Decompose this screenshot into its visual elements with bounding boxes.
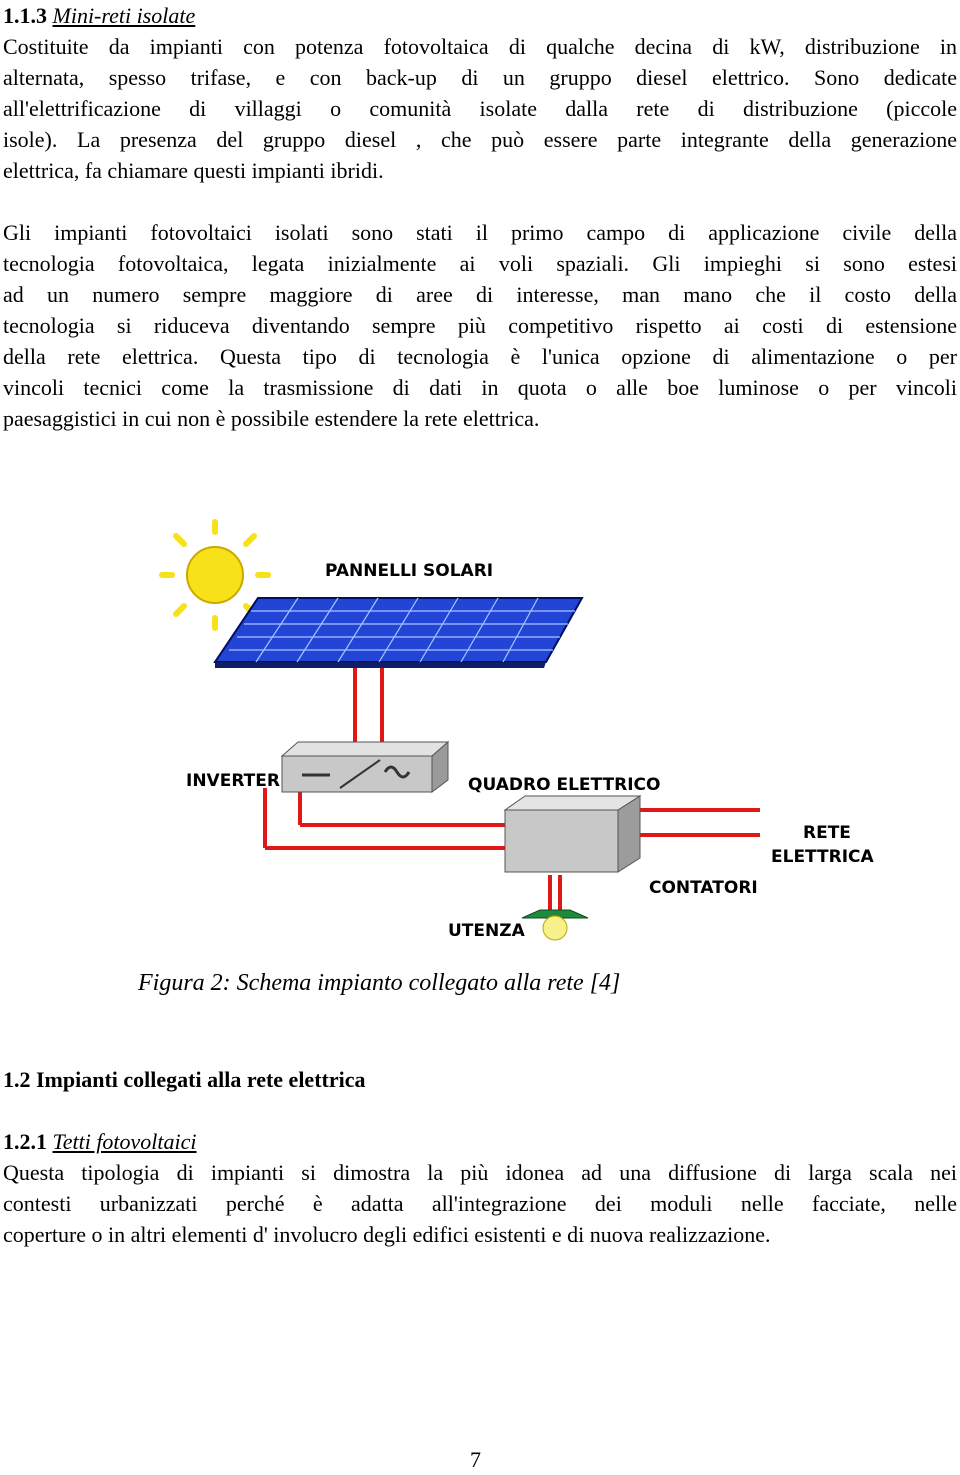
paragraph-line: elettrica, fa chiamare questi impianti ibridi. [3,158,384,183]
paragraph-line: contesti urbanizzati perché è adatta all'integrazione dei moduli nelle facciate, nelle [3,1191,957,1216]
paragraph-line: coperture o in altri elementi d' involucro degli edifici esistenti e di nuova realizzazione. [3,1222,771,1247]
paragraph-line: Questa tipologia di impianti si dimostra la più idonea ad una diffusione di larga scala nei [3,1160,957,1185]
section-title: Mini-reti isolate [52,3,196,28]
solar-panel-array [215,598,582,668]
figure-caption: Figura 2: Schema impianto collegato alla rete [4] [138,970,621,996]
inverter-box [282,742,448,792]
section-title: Tetti fotovoltaici [52,1129,197,1154]
paragraph-line: Gli impianti fotovoltaici isolati sono stati il primo campo di applicazione civile della [3,220,957,245]
panel-board-box [505,796,640,872]
label-load: UTENZA [448,921,525,941]
grid-connected-pv-diagram [0,470,960,950]
sun-disc [187,547,243,603]
section-number: 1.1.3 [3,3,47,28]
label-panels: PANNELLI SOLARI [325,561,494,581]
paragraph-line: all'elettrificazione di villaggi o comunità isolate dalla rete di distribuzione (piccole [3,96,957,121]
paragraph-line: isole). La presenza del gruppo diesel , che può essere parte integrante della generazione [3,127,957,152]
label-grid-line2: ELETTRICA [771,847,874,867]
label-grid-line1: RETE [803,823,851,843]
paragraph-line: paesaggistici in cui non è possibile estendere la rete elettrica. [3,406,540,431]
section-heading-113 [3,0,957,31]
label-inverter: INVERTER [186,771,280,791]
paragraph-line: vincoli tecnici come la trasmissione di dati in quota o alle boe luminose o per vincoli [3,375,957,400]
label-meters: CONTATORI [649,878,758,898]
paragraph-line: della rete elettrica. Questa tipo di tecnologia è l'unica opzione di alimentazione o per [3,344,957,369]
paragraph-line: alternata, spesso trifase, e con back-up di un gruppo diesel elettrico. Sono dedicate [3,65,957,90]
lamp-icon [522,910,588,940]
label-panel-board: QUADRO ELETTRICO [468,775,661,795]
paragraph-line: ad un numero sempre maggiore di aree di interesse, man mano che il costo della [3,282,957,307]
section-number: 1.2.1 [3,1129,47,1154]
paragraph-line: tecnologia fotovoltaica, legata inizialmente ai voli spaziali. Gli impieghi si sono estesi [3,251,957,276]
section-heading-121 [3,1126,957,1157]
paragraph-line: Costituite da impianti con potenza fotovoltaica di qualche decina di kW, distribuzione in [3,34,957,59]
paragraph-line: tecnologia si riduceva diventando sempre più competitivo rispetto ai costi di estensione [3,313,957,338]
section-heading-12: 1.2 Impianti collegati alla rete elettrica [3,1067,366,1092]
page-number: 7 [470,1447,481,1472]
